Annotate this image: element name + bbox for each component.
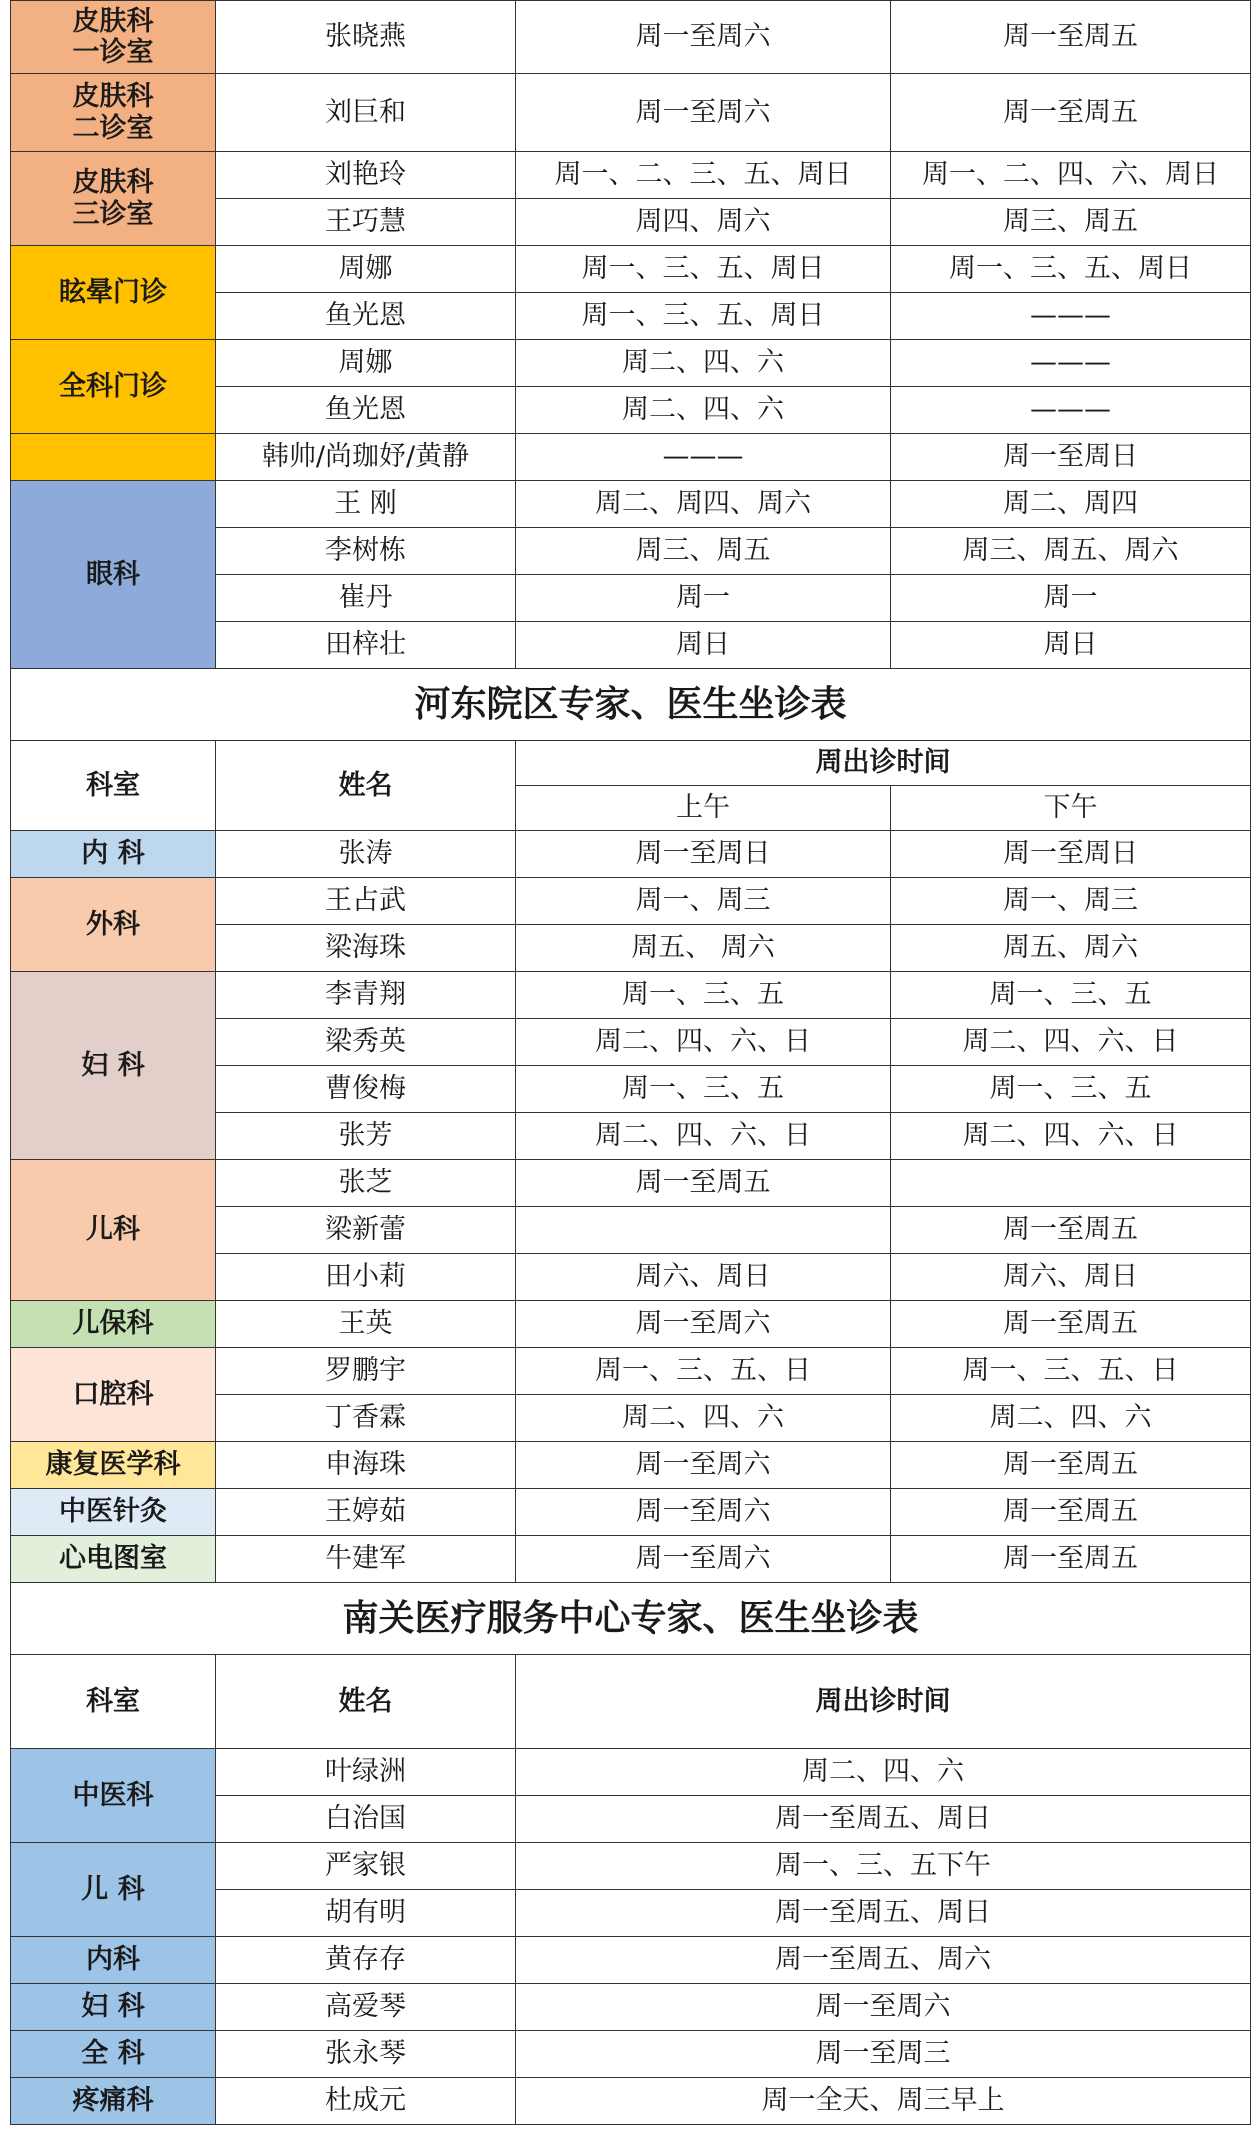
am-schedule: 周一至周五 (516, 1160, 891, 1207)
am-schedule: 周三、周五 (516, 528, 891, 575)
am-schedule: ——— (516, 434, 891, 481)
doctor-name: 严家银 (216, 1843, 516, 1890)
am-schedule: 周一、三、五 (516, 972, 891, 1019)
header-name: 姓名 (216, 1655, 516, 1749)
doctor-name: 李树栋 (216, 528, 516, 575)
pm-schedule: 周三、周五 (891, 199, 1251, 246)
header-dept: 科室 (11, 1655, 216, 1749)
table-row (11, 152, 1251, 199)
table-row (11, 1655, 1251, 1749)
pm-schedule: 周二、四、六、日 (891, 1113, 1251, 1160)
section-title: 南关医疗服务中心专家、医生坐诊表 (11, 1583, 1251, 1655)
table-row (11, 1984, 1251, 2031)
header-pm: 下午 (891, 786, 1251, 831)
pm-schedule: 周二、四、六、日 (891, 1019, 1251, 1066)
am-schedule: 周二、四、六 (516, 1395, 891, 1442)
am-schedule: 周一至周六 (516, 1301, 891, 1348)
dept-cell: 内 科 (11, 831, 216, 878)
dept-cell: 康复医学科 (11, 1442, 216, 1489)
am-schedule: 周一至周六 (516, 1536, 891, 1583)
doctor-name: 罗鹏宇 (216, 1348, 516, 1395)
dept-cell: 疼痛科 (11, 2078, 216, 2125)
dept-cell: 心电图室 (11, 1536, 216, 1583)
doctor-name: 王 刚 (216, 481, 516, 528)
doctor-name: 张涛 (216, 831, 516, 878)
pm-schedule: 周五、周六 (891, 925, 1251, 972)
dept-cell: 眩晕门诊 (11, 246, 216, 340)
doctor-name: 黄存存 (216, 1937, 516, 1984)
schedule: 周一至周三 (516, 2031, 1251, 2078)
am-schedule: 周一至周六 (516, 1442, 891, 1489)
header-name: 姓名 (216, 741, 516, 831)
doctor-name: 丁香霖 (216, 1395, 516, 1442)
am-schedule: 周一、二、三、五、周日 (516, 152, 891, 199)
am-schedule: 周一至周六 (516, 1, 891, 74)
dept-cell: 皮肤科 一诊室 (11, 1, 216, 74)
dept-cell: 妇 科 (11, 1984, 216, 2031)
table-row (11, 434, 1251, 481)
pm-schedule: 周一至周五 (891, 1442, 1251, 1489)
doctor-name: 胡有明 (216, 1890, 516, 1937)
am-schedule: 周二、四、六、日 (516, 1019, 891, 1066)
am-schedule: 周一至周日 (516, 831, 891, 878)
pm-schedule (891, 1160, 1251, 1207)
schedule: 周一至周五、周六 (516, 1937, 1251, 1984)
table-row (11, 831, 1251, 878)
doctor-name: 叶绿洲 (216, 1749, 516, 1796)
dept-cell: 内科 (11, 1937, 216, 1984)
doctor-name: 刘艳玲 (216, 152, 516, 199)
table-row (11, 1301, 1251, 1348)
pm-schedule: 周一至周五 (891, 1207, 1251, 1254)
doctor-name: 白治国 (216, 1796, 516, 1843)
am-schedule (516, 1207, 891, 1254)
table-row (11, 2078, 1251, 2125)
table-row (11, 1937, 1251, 1984)
doctor-name: 周娜 (216, 246, 516, 293)
doctor-name: 李青翔 (216, 972, 516, 1019)
doctor-name: 张芝 (216, 1160, 516, 1207)
table-row (11, 2031, 1251, 2078)
pm-schedule: 周一至周五 (891, 1489, 1251, 1536)
am-schedule: 周二、周四、周六 (516, 481, 891, 528)
pm-schedule: 周一至周日 (891, 434, 1251, 481)
schedule: 周一、三、五下午 (516, 1843, 1251, 1890)
table-row (11, 1843, 1251, 1890)
table-row (11, 481, 1251, 528)
dept-cell: 中医科 (11, 1749, 216, 1843)
pm-schedule: 周一至周日 (891, 831, 1251, 878)
doctor-name: 王占武 (216, 878, 516, 925)
table-row (11, 1749, 1251, 1796)
am-schedule: 周一至周六 (516, 74, 891, 152)
doctor-name: 梁秀英 (216, 1019, 516, 1066)
pm-schedule: 周二、周四 (891, 481, 1251, 528)
am-schedule: 周一、三、五、周日 (516, 293, 891, 340)
pm-schedule: 周一至周五 (891, 1301, 1251, 1348)
dept-cell: 妇 科 (11, 972, 216, 1160)
doctor-name: 王英 (216, 1301, 516, 1348)
table-row (11, 340, 1251, 387)
dept-cell: 口腔科 (11, 1348, 216, 1442)
header-time: 周出诊时间 (516, 1655, 1251, 1749)
am-schedule: 周一 (516, 575, 891, 622)
doctor-name: 刘巨和 (216, 74, 516, 152)
pm-schedule: 周日 (891, 622, 1251, 669)
table-row (11, 246, 1251, 293)
dept-cell: 儿保科 (11, 1301, 216, 1348)
doctor-name: 梁新蕾 (216, 1207, 516, 1254)
doctor-name: 杜成元 (216, 2078, 516, 2125)
am-schedule: 周二、四、六、日 (516, 1113, 891, 1160)
am-schedule: 周五、 周六 (516, 925, 891, 972)
pm-schedule: 周一至周五 (891, 74, 1251, 152)
pm-schedule: 周一、三、五 (891, 972, 1251, 1019)
am-schedule: 周一、三、五、周日 (516, 246, 891, 293)
dept-cell: 眼科 (11, 481, 216, 669)
doctor-name: 崔丹 (216, 575, 516, 622)
dept-cell: 儿科 (11, 1160, 216, 1301)
pm-schedule: 周一、周三 (891, 878, 1251, 925)
table-row (11, 878, 1251, 925)
dept-cell: 中医针灸 (11, 1489, 216, 1536)
section-title: 河东院区专家、医生坐诊表 (11, 669, 1251, 741)
table-row (11, 1348, 1251, 1395)
doctor-name: 韩帅/尚珈妤/黄静 (216, 434, 516, 481)
doctor-name: 牛建军 (216, 1536, 516, 1583)
schedule-document (10, 0, 1250, 2131)
am-schedule: 周日 (516, 622, 891, 669)
dept-cell: 皮肤科 二诊室 (11, 74, 216, 152)
table-row (11, 1583, 1251, 1655)
dept-cell: 全 科 (11, 2031, 216, 2078)
doctor-name: 鱼光恩 (216, 387, 516, 434)
dept-cell: 全科门诊 (11, 340, 216, 434)
doctor-name: 王巧慧 (216, 199, 516, 246)
am-schedule: 周一、三、五 (516, 1066, 891, 1113)
am-schedule: 周二、四、六 (516, 387, 891, 434)
doctor-name: 鱼光恩 (216, 293, 516, 340)
table-row (11, 1, 1251, 74)
dept-cell (11, 434, 216, 481)
pm-schedule: 周一至周五 (891, 1536, 1251, 1583)
table-row (11, 741, 1251, 786)
table-row (11, 1160, 1251, 1207)
pm-schedule: 周一、二、四、六、周日 (891, 152, 1251, 199)
header-am: 上午 (516, 786, 891, 831)
am-schedule: 周二、四、六 (516, 340, 891, 387)
am-schedule: 周一至周六 (516, 1489, 891, 1536)
doctor-name: 申海珠 (216, 1442, 516, 1489)
schedule: 周一至周五、周日 (516, 1796, 1251, 1843)
pm-schedule: ——— (891, 293, 1251, 340)
table-row (11, 669, 1251, 741)
am-schedule: 周一、周三 (516, 878, 891, 925)
table-row (11, 972, 1251, 1019)
header-dept: 科室 (11, 741, 216, 831)
schedule: 周一至周五、周日 (516, 1890, 1251, 1937)
pm-schedule: 周一、三、五、日 (891, 1348, 1251, 1395)
pm-schedule: 周一 (891, 575, 1251, 622)
dept-cell: 皮肤科 三诊室 (11, 152, 216, 246)
pm-schedule: ——— (891, 387, 1251, 434)
dept-cell: 外科 (11, 878, 216, 972)
table-row (11, 1442, 1251, 1489)
pm-schedule: ——— (891, 340, 1251, 387)
doctor-name: 曹俊梅 (216, 1066, 516, 1113)
doctor-name: 高爱琴 (216, 1984, 516, 2031)
table-row (11, 1536, 1251, 1583)
doctor-name: 张永琴 (216, 2031, 516, 2078)
pm-schedule: 周三、周五、周六 (891, 528, 1251, 575)
schedule-table (10, 0, 1251, 2125)
am-schedule: 周一、三、五、日 (516, 1348, 891, 1395)
schedule: 周二、四、六 (516, 1749, 1251, 1796)
pm-schedule: 周一、三、五、周日 (891, 246, 1251, 293)
schedule: 周一全天、周三早上 (516, 2078, 1251, 2125)
am-schedule: 周六、周日 (516, 1254, 891, 1301)
table-row (11, 74, 1251, 152)
doctor-name: 周娜 (216, 340, 516, 387)
pm-schedule: 周一、三、五 (891, 1066, 1251, 1113)
doctor-name: 梁海珠 (216, 925, 516, 972)
pm-schedule: 周六、周日 (891, 1254, 1251, 1301)
doctor-name: 田梓壮 (216, 622, 516, 669)
doctor-name: 张芳 (216, 1113, 516, 1160)
pm-schedule: 周二、四、六 (891, 1395, 1251, 1442)
am-schedule: 周四、周六 (516, 199, 891, 246)
dept-cell: 儿 科 (11, 1843, 216, 1937)
table-row (11, 1489, 1251, 1536)
doctor-name: 田小莉 (216, 1254, 516, 1301)
pm-schedule: 周一至周五 (891, 1, 1251, 74)
schedule: 周一至周六 (516, 1984, 1251, 2031)
header-time: 周出诊时间 (516, 741, 1251, 786)
doctor-name: 张晓燕 (216, 1, 516, 74)
doctor-name: 王婷茹 (216, 1489, 516, 1536)
